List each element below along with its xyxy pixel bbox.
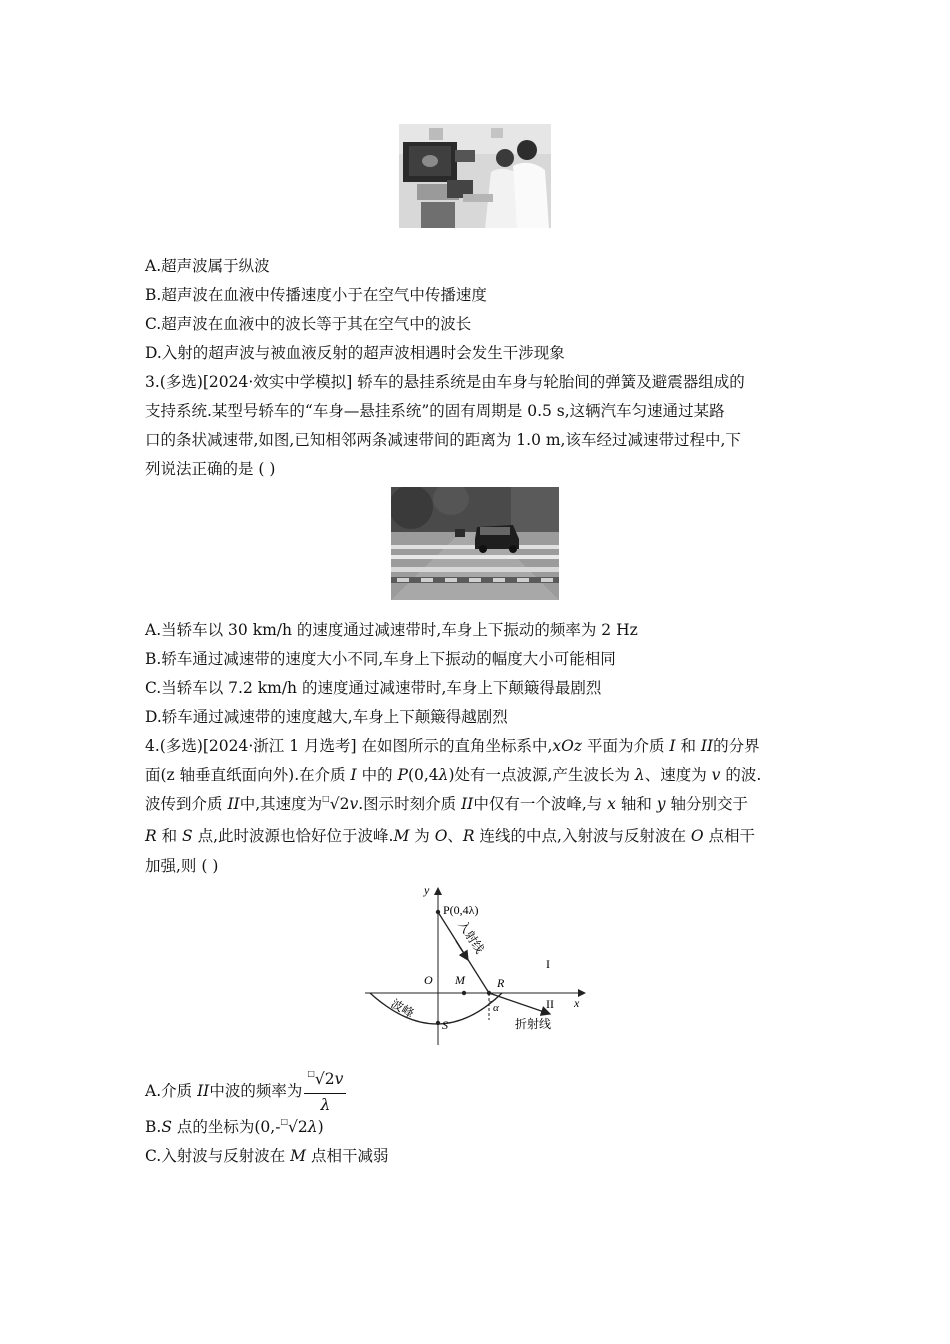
ultrasound-photo-graphic <box>399 124 551 228</box>
q4-text: 4.(多选)[2024·浙江 1 月选考] 在如图所示的直角坐标系中, <box>145 737 553 755</box>
q4-text: .图示时刻介质 <box>358 795 462 813</box>
q4-text: 中,其速度为 <box>239 795 323 813</box>
q4-point-p: P <box>397 766 408 784</box>
q4-velocity: v <box>334 1070 344 1088</box>
point-s-label: S <box>442 1018 448 1032</box>
q4-text: 波传到介质 <box>145 795 228 813</box>
y-axis-label: y <box>424 883 430 897</box>
fraction-denominator: λ <box>320 1096 331 1114</box>
q4-plane-xoz: xOz <box>552 737 583 755</box>
point-m-label: M <box>455 973 465 987</box>
q4-point-s: S <box>182 827 193 845</box>
q3-stem-line-4: 列说法正确的是 ( ) <box>145 460 276 478</box>
q4-axis-x: x <box>607 795 616 813</box>
q4-stem-line-4 <box>145 826 755 846</box>
q4-sqrt-two: √2 <box>314 1070 335 1088</box>
q4-option-b <box>145 1117 324 1140</box>
speed-bump-photo-graphic <box>391 487 559 600</box>
q4-medium-1: I <box>669 737 676 755</box>
q4-option-a <box>145 1068 348 1116</box>
q4-stem-line-5: 加强,则 ( ) <box>145 857 219 875</box>
q4-text: 平面为介质 <box>582 737 670 755</box>
q4-stem-line-2 <box>145 765 761 785</box>
point-p-dot <box>436 910 440 914</box>
q4-sqrt-expression <box>322 794 349 817</box>
point-r-dot <box>487 991 491 995</box>
q4-text: )处有一点波源,产生波长为 <box>448 766 635 784</box>
q4-text: 的分界 <box>713 737 760 755</box>
q4-text: 点相干减弱 <box>306 1147 389 1165</box>
q4-velocity: v <box>711 766 721 784</box>
q4-point-o: O <box>690 827 704 845</box>
q4-text: B. <box>145 1118 162 1136</box>
q4-text: 的波. <box>720 766 762 784</box>
q3-stem-line-1: 3.(多选)[2024·效实中学模拟] 轿车的悬挂系统是由车身与轮胎间的弹簧及避震器组成的 <box>145 373 745 391</box>
q4-stem-line-1 <box>145 736 760 756</box>
incident-ray-label: 入射线 <box>455 918 487 956</box>
q4-point-o: O <box>434 827 448 845</box>
q4-text: 点相干 <box>703 827 756 845</box>
q4-text: 中波的频率为 <box>209 1082 303 1100</box>
q3-option-b: B.轿车通过减速带的速度大小不同,车身上下振动的幅度大小可能相同 <box>145 650 616 668</box>
alpha-label: α <box>493 1002 499 1014</box>
refracted-ray-label: 折射线 <box>515 1017 552 1031</box>
q4-text: 点,此时波源也恰好位于波峰. <box>192 827 394 845</box>
q3-option-a: A.当轿车以 30 km/h 的速度通过减速带时,车身上下振动的频率为 2 Hz <box>145 621 638 639</box>
q4-text: 轴和 <box>615 795 657 813</box>
q4-text: 中仅有一个波峰,与 <box>473 795 608 813</box>
medium-2-label: II <box>546 997 554 1011</box>
q4-sqrt-expression <box>307 1068 334 1093</box>
q4-lambda: λ <box>307 1118 318 1136</box>
q4-text: 轴分别交于 <box>665 795 748 813</box>
q4-medium-2: II <box>197 1082 210 1100</box>
q2-option-a: A.超声波属于纵波 <box>145 257 270 275</box>
q4-velocity: v <box>349 795 359 813</box>
fraction-numerator <box>304 1068 346 1094</box>
q4-text: 、 <box>447 827 463 845</box>
q3-stem-line-3: 口的条状减速带,如图,已知相邻两条减速带间的距离为 1.0 m,该车经过减速带过程中,下 <box>145 431 741 449</box>
q4-text: 为 <box>409 827 435 845</box>
q4-point-m: M <box>393 827 410 845</box>
x-axis-label: x <box>574 996 580 1010</box>
q4-text: 连线的中点,入射波与反射波在 <box>474 827 691 845</box>
q4-root-index: □ <box>307 1069 315 1078</box>
q4-text: 和 <box>675 737 701 755</box>
q4-point-s: S <box>161 1118 172 1136</box>
q4-sqrt-two: √2 <box>288 1118 308 1136</box>
q4-point-r: R <box>462 827 475 845</box>
q2-option-d: D.入射的超声波与被血液反射的超声波相遇时会发生干涉现象 <box>145 344 565 362</box>
q4-root-index: □ <box>280 1117 289 1126</box>
ultrasound-photo <box>399 124 551 228</box>
q4-text: 和 <box>156 827 183 845</box>
q4-text: ) <box>317 1118 324 1136</box>
q3-stem-line-2: 支持系统.某型号轿车的“车身—悬挂系统”的固有周期是 0.5 s,这辆汽车匀速通过某路 <box>145 402 725 420</box>
point-s-dot <box>436 1021 440 1025</box>
q4-root-index: □ <box>322 794 330 803</box>
q4-text: 面(z 轴垂直纸面向外).在介质 <box>145 766 351 784</box>
q4-lambda: λ <box>634 766 645 784</box>
incident-ray-arrow <box>456 941 468 960</box>
origin-label: O <box>424 973 433 987</box>
q4-medium-2: II <box>461 795 474 813</box>
point-m-dot <box>462 991 466 995</box>
q4-point-m: M <box>290 1147 307 1165</box>
q4-axis-y: y <box>656 795 666 813</box>
frequency-fraction <box>304 1068 346 1116</box>
q4-lambda: λ <box>438 766 449 784</box>
speed-bump-photo <box>391 487 559 600</box>
point-r-label: R <box>497 976 505 990</box>
q4-text: (0,4 <box>407 766 439 784</box>
medium-1-label: I <box>546 957 550 971</box>
q4-text: 中的 <box>356 766 398 784</box>
q2-option-b: B.超声波在血液中传播速度小于在空气中传播速度 <box>145 286 487 304</box>
wave-diagram <box>360 880 600 1050</box>
q4-medium-1: I <box>350 766 357 784</box>
q4-point-r: R <box>145 827 157 845</box>
q4-text: C.入射波与反射波在 <box>145 1147 291 1165</box>
q4-option-c <box>145 1146 388 1166</box>
point-p-label: P(0,4λ) <box>443 903 479 917</box>
q3-option-c: C.当轿车以 7.2 km/h 的速度通过减速带时,车身上下颠簸得最剧烈 <box>145 679 602 697</box>
q3-option-d: D.轿车通过减速带的速度越大,车身上下颠簸得越剧烈 <box>145 708 508 726</box>
q4-text: 、速度为 <box>644 766 712 784</box>
q4-text: 点的坐标为(0,- <box>171 1118 281 1136</box>
q4-medium-2: II <box>227 795 240 813</box>
q4-medium-2: II <box>700 737 714 755</box>
q2-option-c: C.超声波在血液中的波长等于其在空气中的波长 <box>145 315 472 333</box>
q4-sqrt-two: √2 <box>329 795 350 813</box>
q4-sqrt-expression <box>280 1117 307 1140</box>
q4-stem-line-3 <box>145 794 748 817</box>
q4-text: A.介质 <box>145 1082 198 1100</box>
wave-crest-label: 波峰 <box>388 996 417 1021</box>
